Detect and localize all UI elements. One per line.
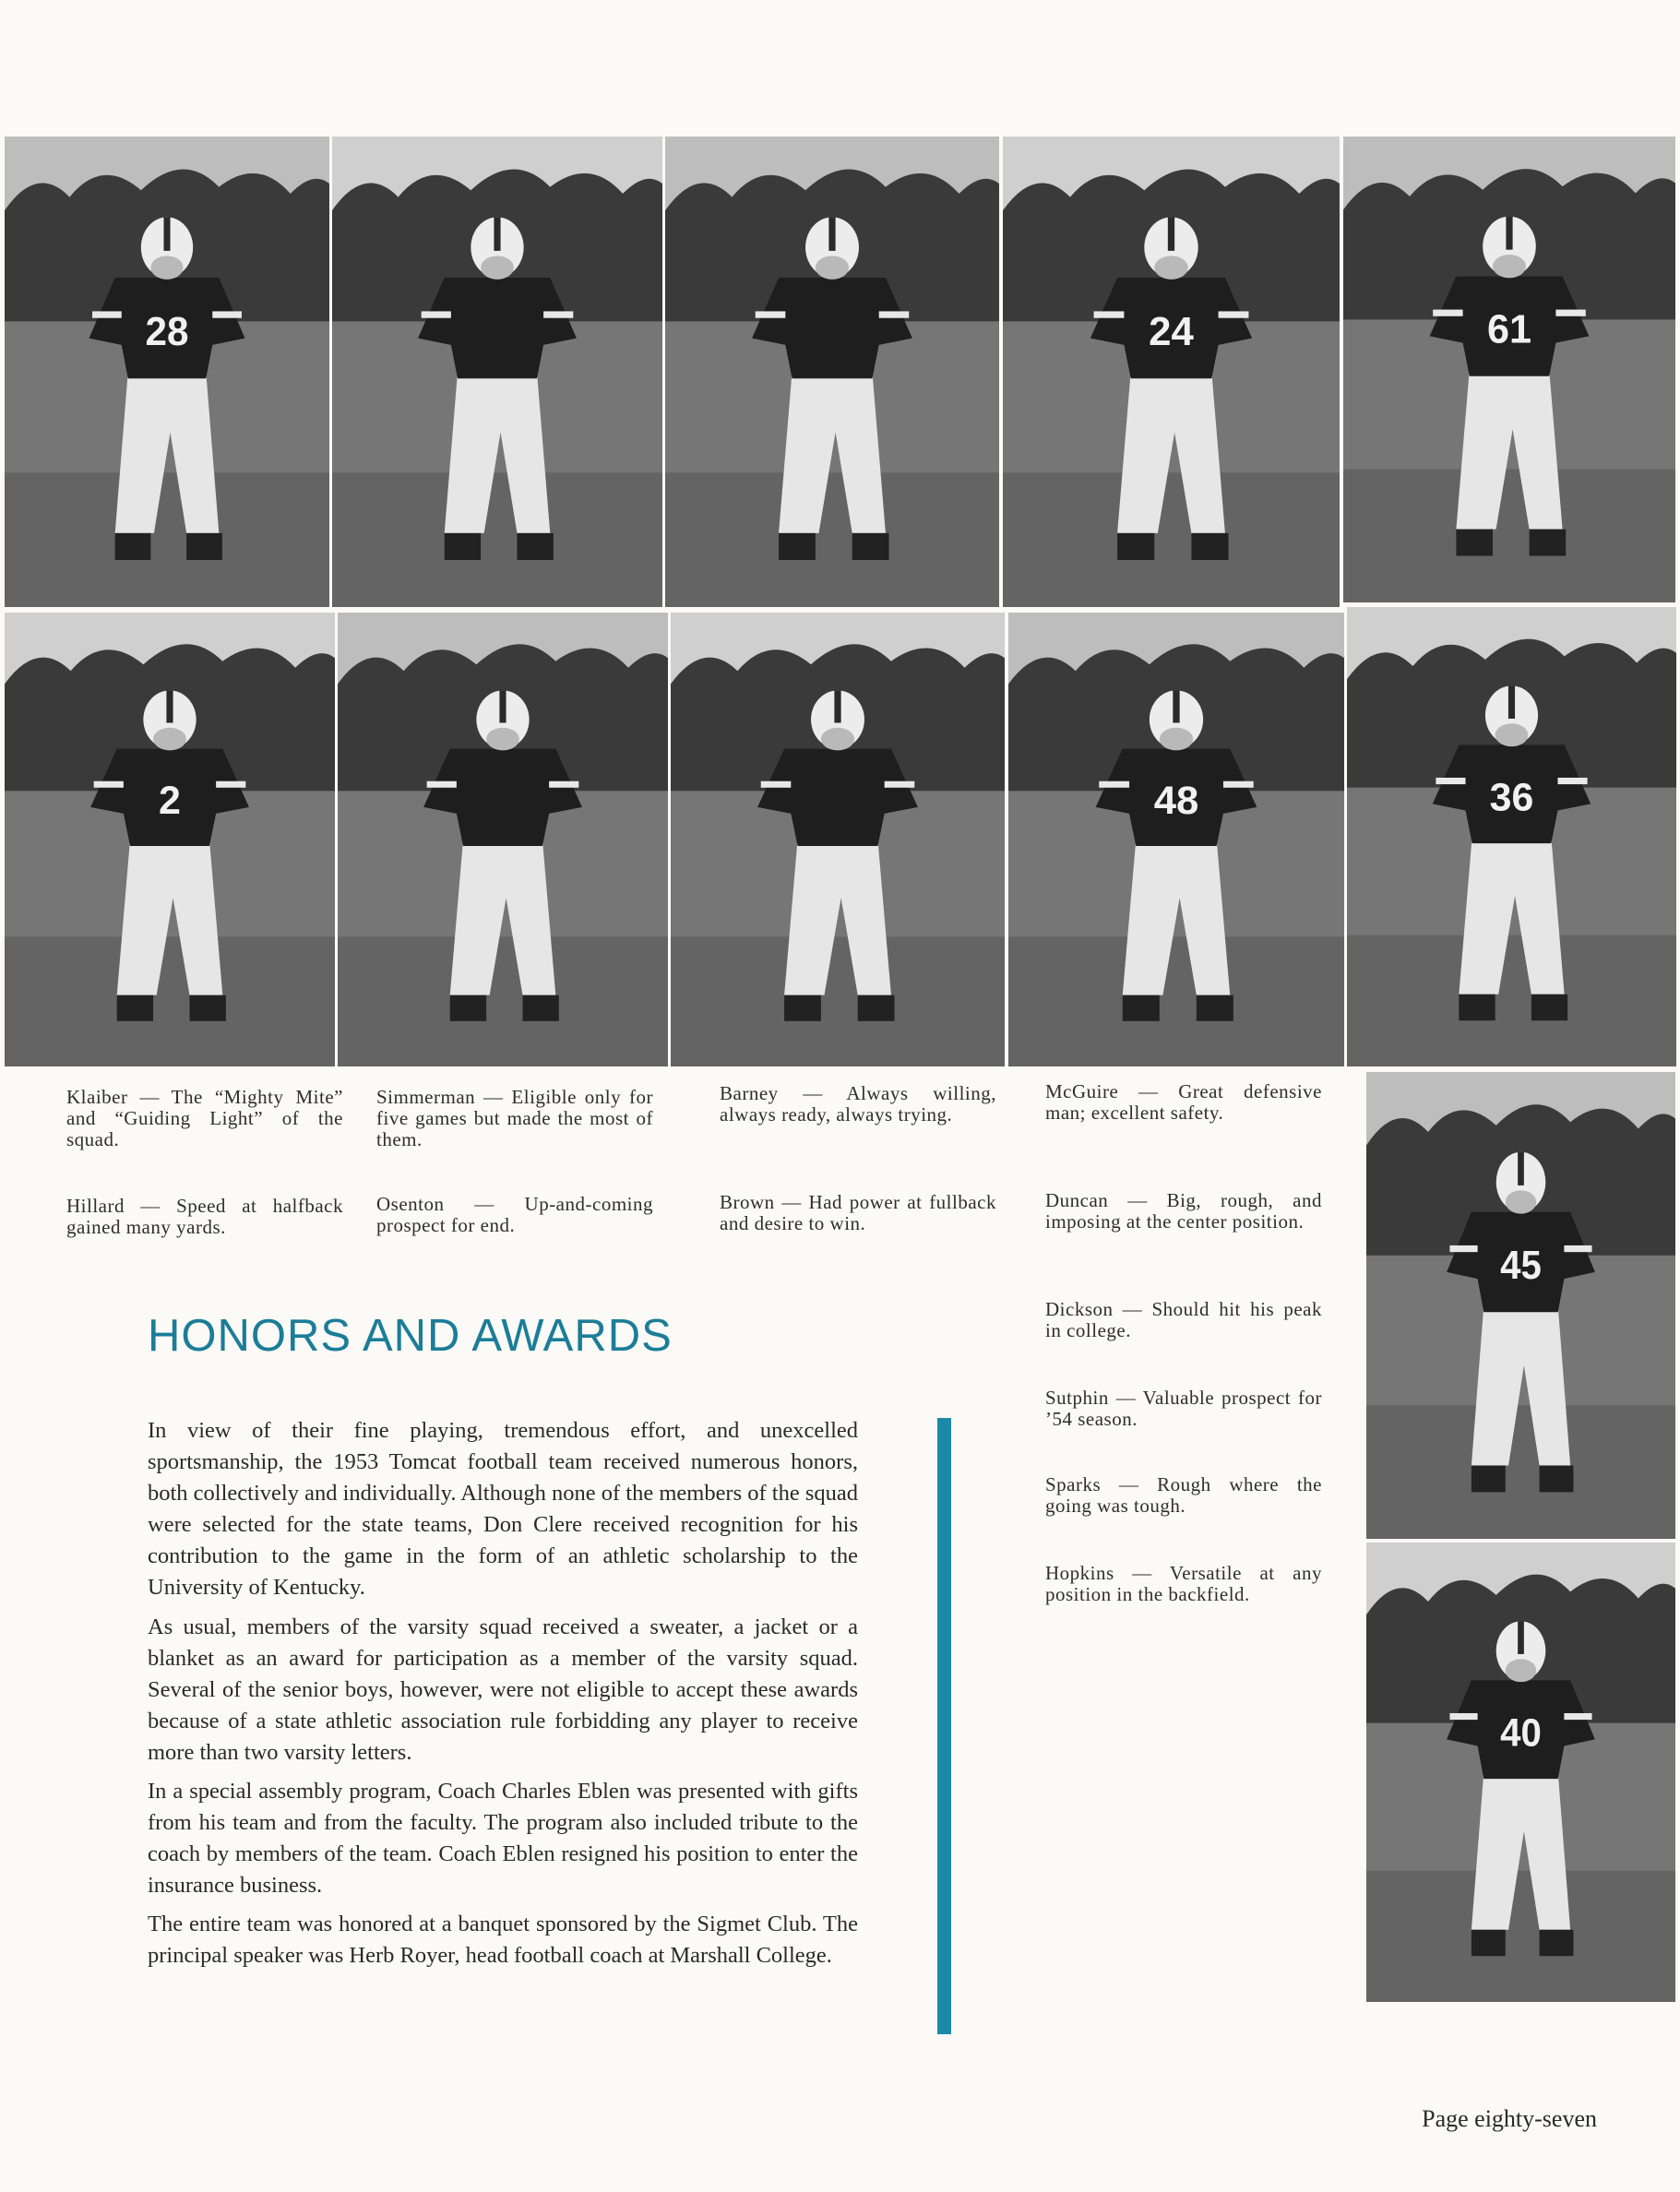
paragraph-3: In a special assembly program, Coach Charles Eblen was presented with gifts from his team and from the faculty. The program also included tribute to the coach by members of the team. Coach Eblen resigned his position to enter the insurance business. <box>148 1779 858 1898</box>
caption-sparks: Sparks — Rough where the going was tough. <box>1045 1473 1322 1517</box>
jersey-number: 28 <box>145 309 189 355</box>
jersey-number: 36 <box>1489 775 1534 820</box>
jersey-number: 61 <box>1486 307 1532 352</box>
photo-sutphin <box>1347 607 1676 1066</box>
photo-hillard <box>5 613 335 1066</box>
photo-image <box>1003 137 1340 607</box>
caption-brown: Brown — Had power at fullback and desire to win. <box>720 1191 996 1234</box>
photo-hopkins <box>1366 1543 1675 2002</box>
photo-image <box>665 137 999 607</box>
caption-duncan: Duncan — Big, rough, and imposing at the center position. <box>1045 1189 1322 1233</box>
photo-image <box>1008 613 1344 1066</box>
photo-brown <box>671 613 1005 1066</box>
photo-barney <box>665 137 999 607</box>
caption-sutphin: Sutphin — Valuable prospect for ’54 season. <box>1045 1387 1322 1430</box>
photo-image <box>338 613 668 1066</box>
photo-image <box>1366 1543 1675 2002</box>
caption-dickson: Dickson — Should hit his peak in college. <box>1045 1298 1322 1341</box>
photo-image <box>332 137 662 607</box>
caption-mcguire: McGuire — Great defensive man; excellent safety. <box>1045 1080 1322 1124</box>
photo-image <box>5 613 335 1066</box>
caption-barney: Barney — Always willing, always ready, always trying. <box>720 1082 996 1126</box>
paragraph-2: As usual, members of the varsity squad received a sweater, a jacket or a blanket as an award for participation as a member of the varsity squad. Several of the senior boys, however, were not eligible to accept these awards because of a state athletic association rule forbidding any player to receive more than two varsity letters. <box>148 1614 858 1765</box>
jersey-number: 45 <box>1500 1242 1542 1288</box>
photo-simmerman <box>332 137 662 607</box>
photo-mcguire <box>1003 137 1340 607</box>
paragraph-1: In view of their fine playing, tremendous effort, and unexcelled sportsmanship, the 1953 Tomcat football team received numerous honors, both collectively and individually. Although none of the members of the squad were selected for the state teams, Don Clere received recognition for his contribution to the game in the form of an athletic scholarship to the University of Kentucky. <box>148 1418 859 1600</box>
photo-image <box>1347 607 1676 1066</box>
jersey-number: 48 <box>1153 779 1199 823</box>
paragraph-4: The entire team was honored at a banquet sponsored by the Sigmet Club. The principal speaker was Herb Royer, head football coach at Marshall College. <box>148 1912 858 1968</box>
section-heading: HONORS AND AWARDS <box>148 1311 673 1361</box>
page-number: Page eighty-seven <box>1422 2105 1597 2132</box>
caption-hopkins: Hopkins — Versatile at any position in the backfield. <box>1045 1562 1322 1605</box>
photo-image <box>671 613 1005 1066</box>
caption-simmerman: Simmerman — Eligible only for five games but made the most of them. <box>376 1086 653 1150</box>
jersey-number: 24 <box>1149 308 1194 354</box>
photo-osenton <box>338 613 668 1066</box>
accent-bar <box>937 1418 951 2034</box>
caption-hillard: Hillard — Speed at halfback gained many yards. <box>66 1195 343 1238</box>
photo-dickson <box>1008 613 1344 1066</box>
jersey-number: 40 <box>1500 1710 1542 1755</box>
jersey-number: 2 <box>159 779 181 823</box>
photo-klaiber <box>5 137 329 607</box>
photo-image <box>1366 1072 1675 1539</box>
photo-image <box>1343 137 1675 602</box>
photo-duncan <box>1343 137 1675 602</box>
photo-sparks <box>1366 1072 1675 1539</box>
caption-klaiber: Klaiber — The “Mighty Mite” and “Guiding Light” of the squad. <box>66 1086 343 1150</box>
caption-osenton: Osenton — Up-and-coming prospect for end. <box>376 1193 653 1236</box>
photo-image <box>5 137 329 607</box>
